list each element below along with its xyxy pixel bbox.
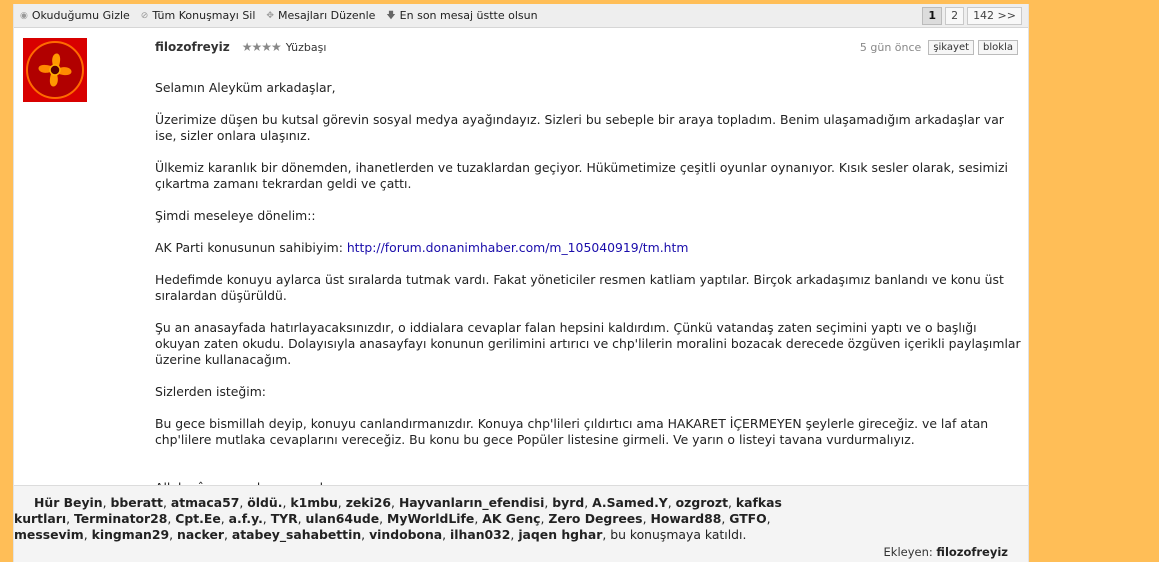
forum-post: [14, 28, 1028, 485]
participant[interactable]: ozgrozt: [675, 495, 729, 510]
eye-icon: ◉: [20, 10, 28, 21]
participant[interactable]: zeki26: [345, 495, 392, 510]
hide-read-label: Okuduğumu Gizle: [31, 9, 130, 22]
post-paragraph-4: [155, 240, 1021, 256]
participants-list: Hür Beyin, bberatt, atmaca57, öldü., k1mbu, zeki26, Hayvanların_efendisi, byrd, A.Samed.Y, ozgrozt, kafkas kurtları, Terminator28, Cpt.Ee, a.f.y., TYR, ulan64ude, MyWorldLife, AK Genç, Zero Degrees, Howard88, GTFO, messevim, kingman29, nacker, atabey_sahabettin, vindobona, ilhan032, jaqen hghar, bu konuşmaya katıldı.: [14, 495, 782, 542]
post-paragraph-6: Şu an anasayfada hatırlayacaksınızdır, o iddialara cevaplar falan hepsini kaldırdım. Çünkü vatandaş zaten seçimini yaptı ve o başlığı okuyan zaten okudu. Dolayısıyla anasayfayı konunun gerilimini artırıcı ve chp'lilerin moralini bozacak derecede özgüven içerikli paylaşımlar üzerine kullanacağım.: [155, 320, 1021, 367]
participant[interactable]: jaqen hghar: [518, 527, 603, 542]
forum-page: [13, 4, 1029, 562]
delete-thread-label: Tüm Konuşmayı Sil: [152, 9, 256, 22]
participant[interactable]: AK Genç: [482, 511, 541, 526]
post-time: 5 gün önce: [859, 40, 922, 54]
fan-icon: [23, 38, 87, 102]
post-greeting: Selamın Aleyküm arkadaşlar,: [155, 80, 336, 95]
user-rank: Yüzbaşı: [285, 40, 327, 54]
pagination: [922, 7, 1022, 25]
hide-read-button[interactable]: [20, 9, 130, 22]
participant[interactable]: byrd: [552, 495, 585, 510]
block-button[interactable]: blokla: [978, 40, 1018, 55]
poster-name[interactable]: filozofreyiz: [936, 545, 1008, 559]
participant[interactable]: ulan64ude: [305, 511, 380, 526]
post-username[interactable]: filozofreyiz: [155, 40, 230, 54]
page-2-button[interactable]: 2: [945, 7, 964, 25]
participant[interactable]: messevim: [14, 527, 84, 542]
thread-poster: [884, 544, 1008, 560]
post-paragraph-8: Bu gece bismillah deyip, konuyu canlandırmanızdır. Konuya chp'lileri çıldırtıcı ama HAKARET İÇERMEYEN şeylerle gireceğiz. ve laf atan chp'lilere mutlaka cevaplarını vereceğiz. Bu konu bu gece Popüler listesine girmeli. Ve yarın o listeyi tavana vurdurmalıyız.: [155, 416, 989, 447]
participant[interactable]: vindobona: [369, 527, 443, 542]
newest-first-button[interactable]: [386, 8, 537, 24]
participants-suffix: bu konuşmaya katıldı.: [606, 527, 747, 542]
participant[interactable]: A.Samed.Y: [592, 495, 668, 510]
post-paragraph-4-text: AK Parti konusunun sahibiyim:: [155, 240, 347, 255]
participant[interactable]: Hayvanların_efendisi: [398, 495, 545, 510]
thread-link[interactable]: http://forum.donanimhaber.com/m_105040919/tm.htm: [346, 240, 689, 255]
newest-first-label: En son mesaj üstte olsun: [399, 9, 538, 22]
edit-messages-label: Mesajları Düzenle: [277, 9, 376, 22]
participant[interactable]: öldü.: [247, 495, 283, 510]
participant[interactable]: kafkas kurtları: [14, 495, 782, 526]
participant[interactable]: nacker: [177, 527, 224, 542]
post-paragraph-3: Şimdi meseleye dönelim::: [155, 208, 316, 223]
avatar[interactable]: [23, 38, 87, 102]
participant[interactable]: a.f.y.: [228, 511, 263, 526]
participant[interactable]: atabey_sahabettin: [231, 527, 362, 542]
participant[interactable]: Zero Degrees: [548, 511, 643, 526]
post-paragraph-2: Ülkemiz karanlık bir dönemden, ihanetlerden ve tuzaklardan geçiyor. Hükümetimize çeşitli oyunlar oynanıyor. Kısık sesler olarak, sesimizi çıkartma zamanı tekrardan geldi ve çattı.: [155, 160, 1008, 191]
move-icon: ✥: [266, 10, 274, 21]
poster-label: Ekleyen:: [883, 545, 933, 559]
rank-stars-icon: ★★★★: [241, 40, 281, 54]
last-page-button[interactable]: 142 >>: [967, 7, 1022, 25]
participant[interactable]: ilhan032: [450, 527, 511, 542]
page-1-button[interactable]: 1: [922, 7, 942, 25]
participant[interactable]: Terminator28: [73, 511, 168, 526]
participant[interactable]: atmaca57: [170, 495, 240, 510]
participant[interactable]: Hür Beyin: [34, 495, 103, 510]
post-paragraph-7: Sizlerden isteğim:: [155, 384, 266, 399]
arrow-down-icon: 🡇: [386, 10, 396, 21]
report-button[interactable]: şikayet: [928, 40, 974, 55]
participant[interactable]: bberatt: [110, 495, 163, 510]
post-header: [155, 38, 1018, 56]
participant[interactable]: TYR: [270, 511, 298, 526]
post-paragraph-1: Üzerimize düşen bu kutsal görevin sosyal medya ayağındayız. Sizleri bu sebeple bir araya topladım. Benim ulaşamadığım arkadaşlar var ise, sizler onlara ulaşınız.: [155, 112, 1004, 143]
participant[interactable]: Howard88: [650, 511, 722, 526]
participant[interactable]: Cpt.Ee: [175, 511, 221, 526]
delete-thread-button[interactable]: [141, 9, 256, 22]
participant[interactable]: MyWorldLife: [387, 511, 475, 526]
post-paragraph-5: Hedefimde konuyu aylarca üst sıralarda tutmak vardı. Fakat yöneticiler resmen katliam yaptılar. Birçok arkadaşımız banlandı ve konu üst sıralardan düşürüldü.: [155, 272, 1004, 303]
participant[interactable]: kingman29: [91, 527, 170, 542]
participants-box: [14, 485, 1028, 562]
edit-messages-button[interactable]: [266, 9, 375, 22]
participant[interactable]: GTFO: [729, 511, 767, 526]
participant[interactable]: k1mbu: [290, 495, 338, 510]
post-actions: [860, 40, 1018, 55]
delete-icon: ⊘: [140, 10, 149, 21]
thread-toolbar: [14, 4, 1028, 28]
post-body: [155, 80, 1021, 496]
